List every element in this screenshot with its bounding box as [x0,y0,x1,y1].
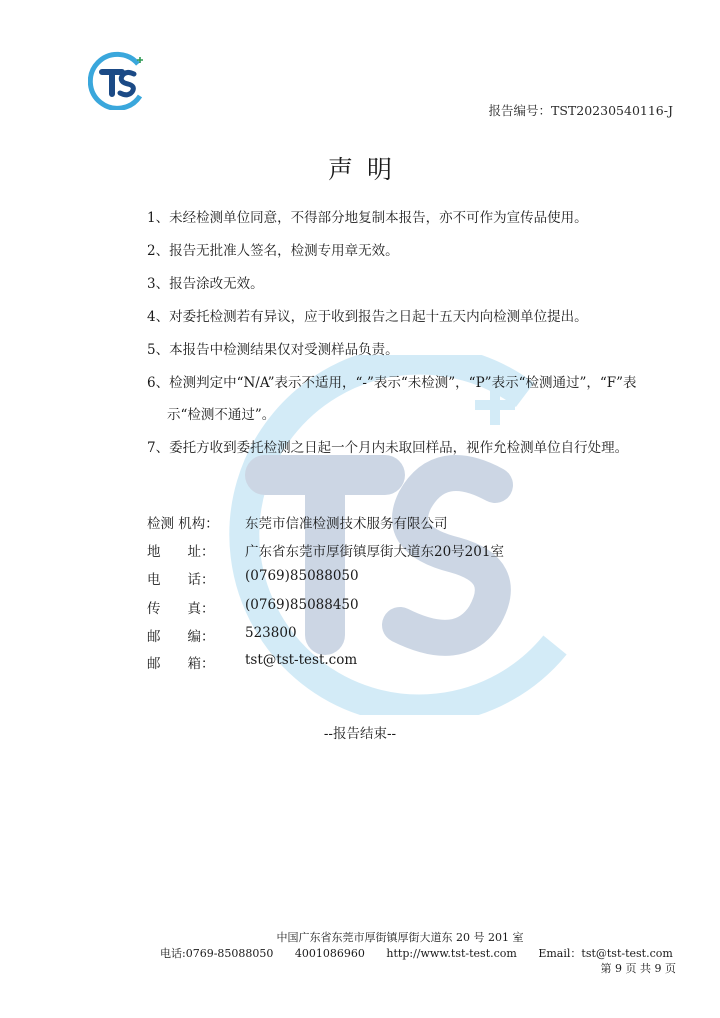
email-label: 邮 箱： [147,656,215,672]
company-logo-icon [88,50,148,110]
postcode-label: 邮 编： [147,629,215,645]
statement-item: 1、未经检测单位同意，不得部分地复制本报告，亦不可作为宣传品使用。 [147,210,588,226]
institution-label: 检测 机构： [147,516,219,532]
footer-contacts [160,945,691,961]
email-value: tst@tst-test.com [245,652,358,668]
phone-label: 电 话： [147,572,215,588]
statement-item-continuation: 示“检测不通过”。 [167,407,276,423]
statement-item: 7、委托方收到委托检测之日起一个月内未取回样品，视作允检测单位自行处理。 [147,440,629,456]
statement-item: 4、对委托检测若有异议，应于收到报告之日起十五天内向检测单位提出。 [147,309,588,325]
footer-phone: 电话:0769-85088050 [160,947,274,960]
fax-value: (0769)85088450 [245,597,359,613]
statement-item: 2、报告无批准人签名，检测专用章无效。 [147,243,399,259]
institution-value: 东莞市信准检测技术服务有限公司 [245,516,448,532]
statement-item: 6、检测判定中“N/A”表示不适用，“-”表示“未检测”，“P”表示“检测通过”，“F”表 [147,375,637,391]
report-number: 报告编号：TST20230540116-J [488,103,673,118]
footer-email: Email：tst@tst-test.com [538,947,673,960]
footer-website: http://www.tst-test.com [386,947,517,960]
report-end-marker: --报告结束-- [323,726,397,742]
phone-value: (0769)85088050 [245,568,359,584]
postcode-value: 523800 [245,625,297,641]
footer-address: 中国广东省东莞市厚街镇厚街大道东 20 号 201 室 [276,931,524,944]
page-title: 声明 [327,155,406,184]
address-label: 地 址： [147,544,215,560]
statement-item: 5、本报告中检测结果仅对受测样品负责。 [147,342,399,358]
address-value: 广东省东莞市厚街镇厚街大道东20号201室 [245,544,504,560]
page-number: 第 9 页 共 9 页 [600,962,676,975]
fax-label: 传 真： [147,601,215,617]
footer-hotline: 4001086960 [294,947,365,960]
statement-item: 3、报告涂改无效。 [147,276,264,292]
